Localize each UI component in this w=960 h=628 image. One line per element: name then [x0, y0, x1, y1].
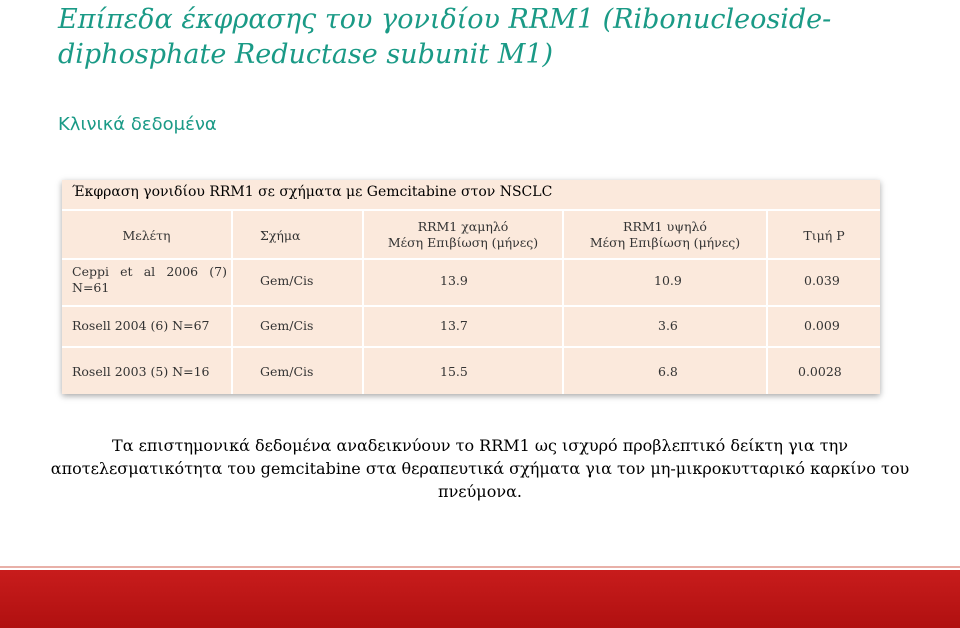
header-high-line2: Μέση Επιβίωση (μήνες)	[589, 235, 741, 250]
section-subtitle: Κλινικά δεδομένα	[58, 114, 217, 135]
header-p: Τιμή P	[803, 228, 845, 243]
row2-regimen: Gem/Cis	[260, 318, 314, 333]
row1-high: 10.9	[654, 273, 682, 288]
conclusion-text: Τα επιστημονικά δεδομένα αναδεικνύουν το RRM1 ως ισχυρό προβλεπτικό δείκτη για την αποτελεσματικότητα του gemcitabine στα θεραπευτικά σχήματα για τον μη-μικροκυτταρικό καρκίνο του πνεύμονα.	[50, 436, 910, 501]
row1-p: 0.039	[804, 273, 840, 288]
row2-p: 0.009	[804, 318, 840, 333]
results-table	[62, 180, 880, 394]
footer-divider	[0, 566, 960, 568]
header-high	[564, 219, 766, 251]
table-divider	[62, 346, 880, 348]
header-low-line1: RRM1 χαμηλό	[417, 219, 509, 234]
header-low	[364, 219, 562, 251]
row3-p: 0.0028	[798, 364, 842, 379]
row3-high: 6.8	[658, 364, 678, 379]
table-divider	[62, 209, 880, 211]
header-low-line2: Μέση Επιβίωση (μήνες)	[387, 235, 539, 250]
table-divider	[62, 305, 880, 307]
row3-regimen: Gem/Cis	[260, 364, 314, 379]
table-row	[72, 264, 227, 296]
table-divider	[62, 258, 880, 260]
row1-low: 13.9	[440, 273, 468, 288]
row2-study: Rosell 2004 (6) N=67	[72, 318, 210, 333]
row3-study: Rosell 2003 (5) N=16	[72, 364, 210, 379]
header-high-line1: RRM1 υψηλό	[623, 219, 707, 234]
row1-study-line1: Ceppi et al 2006 (7)	[72, 264, 227, 279]
table-divider	[231, 209, 233, 394]
row2-low: 13.7	[440, 318, 468, 333]
row3-low: 15.5	[440, 364, 468, 379]
row1-regimen: Gem/Cis	[260, 273, 314, 288]
footer-bar	[0, 570, 960, 628]
row1-study-line2: N=61	[72, 280, 110, 295]
header-study: Μελέτη	[122, 228, 171, 243]
row2-high: 3.6	[658, 318, 678, 333]
header-regimen: Σχήμα	[260, 228, 301, 243]
table-heading: Έκφραση γονιδίου RRM1 σε σχήματα με Gemcitabine στον NSCLC	[72, 184, 553, 200]
page-title: Επίπεδα έκφρασης του γονιδίου RRM1 (Ribonucleoside-diphosphate Reductase subunit M1)	[58, 4, 832, 70]
